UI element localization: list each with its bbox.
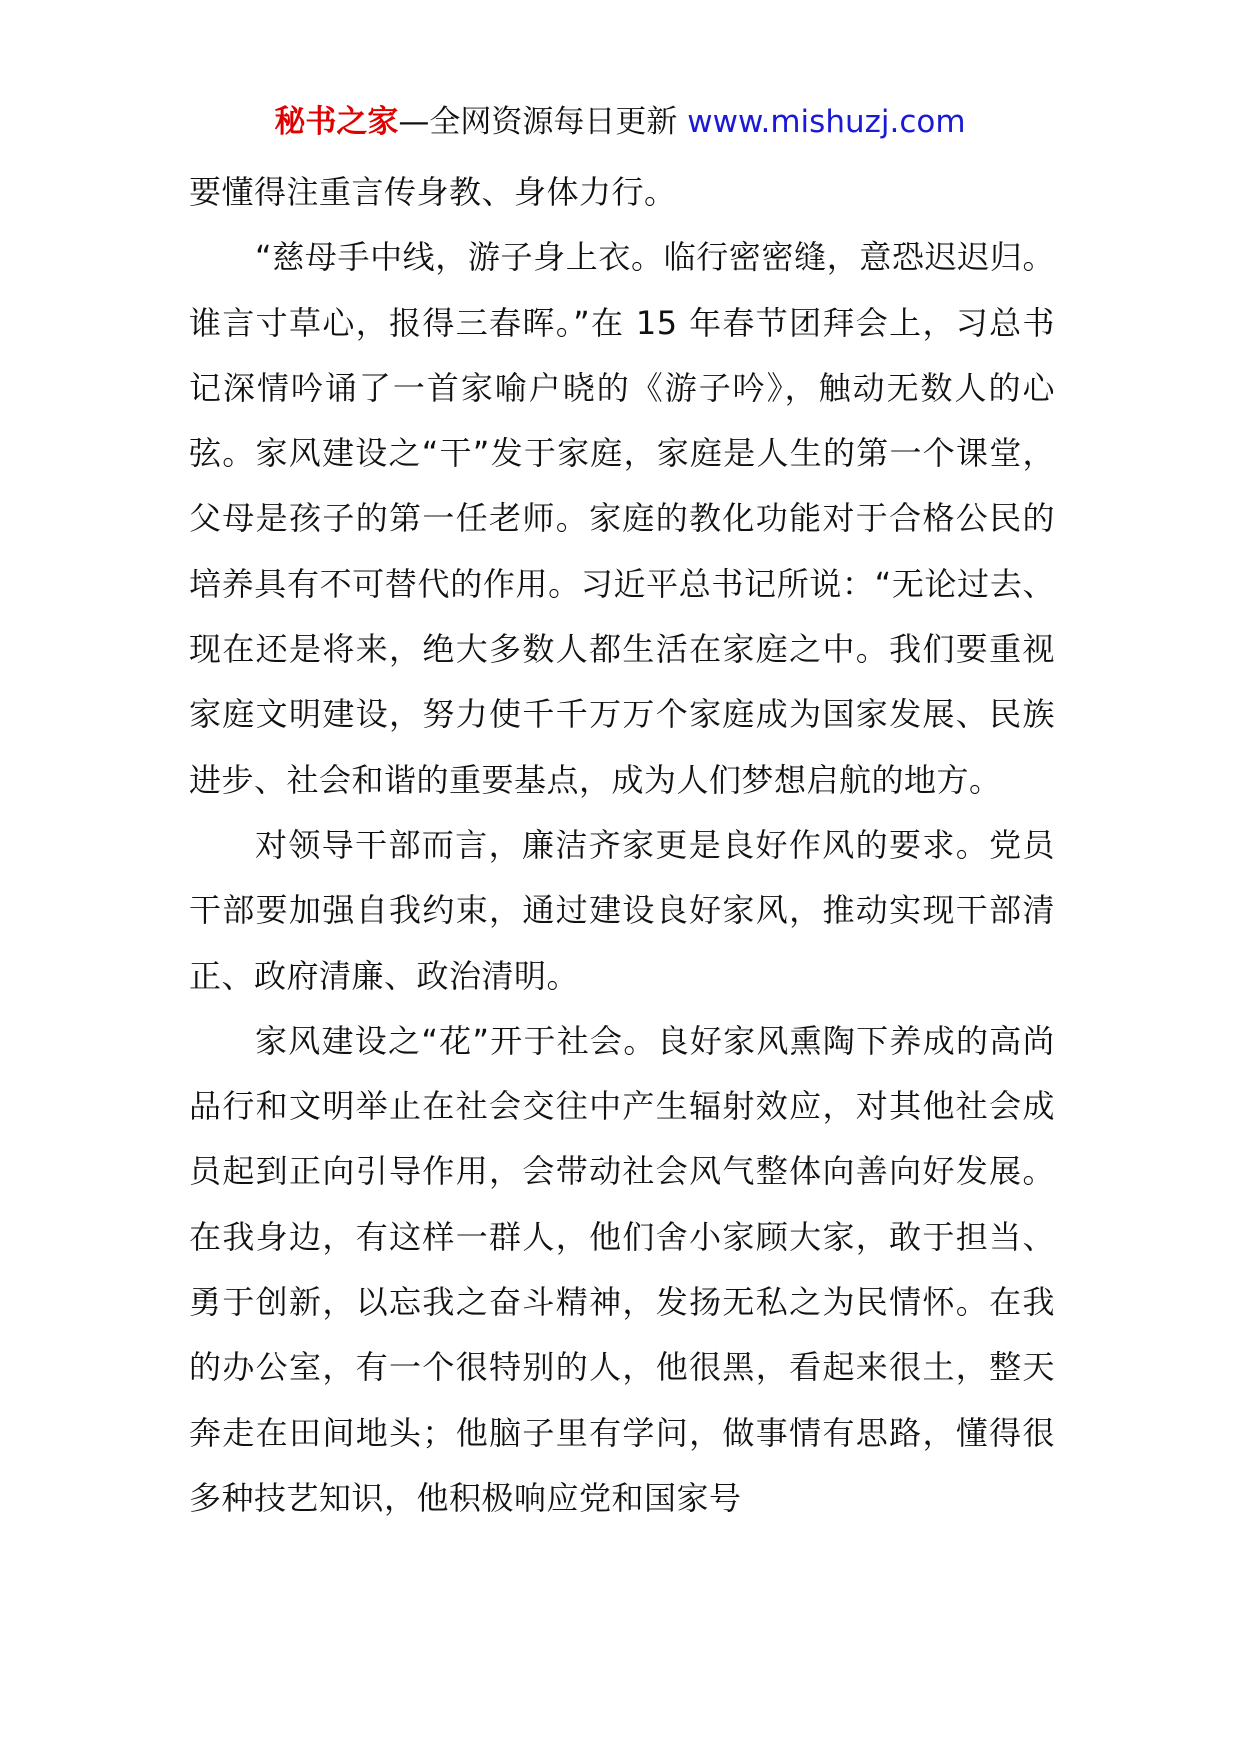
paragraph: 家风建设之“花”开于社会。良好家风熏陶下养成的高尚品行和文明举止在社会交往中产生辐射效应，对其他社会成员起到正向引导作用，会带动社会风气整体向善向好发展。在我身边，有这样一群人，他们舍小家顾大家，敢于担当、勇于创新，以忘我之奋斗精神，发扬无私之为民情怀。在我的办公室，有一个很特别的人，他很黑，看起来很土，整天奔走在田间地头；他脑子里有学问，做事情有思路，懂得很多种技艺知识，他积极响应党和国家号 bbox=[189, 1021, 1055, 1517]
paragraph: “慈母手中线，游子身上衣。临行密密缝，意恐迟迟归。谁言寸草心，报得三春晖。”在 15 年春节团拜会上，习总书记深情吟诵了一首家喻户晓的《游子吟》，触动无数人的心弦。家风建设之“干”发于家庭，家庭是人生的第一个课堂，父母是孩子的第一任老师。家庭的教化功能对于合格公民的培养具有不可替代的作用。习近平总书记所说：“无论过去、现在还是将来，绝大多数人都生活在家庭之中。我们要重视家庭文明建设，努力使千千万万个家庭成为国家发展、民族进步、社会和谐的重要基点，成为人们梦想启航的地方。 bbox=[189, 238, 1055, 799]
document-body bbox=[189, 160, 1055, 1531]
website-url[interactable]: www.mishuzj.com bbox=[687, 104, 966, 140]
page-header bbox=[0, 100, 1240, 144]
paragraph: 对领导干部而言，廉洁齐家更是良好作风的要求。党员干部要加强自我约束，通过建设良好家风，推动实现干部清正、政府清廉、政治清明。 bbox=[189, 825, 1055, 995]
brand-name: 秘书之家 bbox=[274, 104, 399, 140]
paragraph-continuation: 要懂得注重言传身教、身体力行。 bbox=[189, 173, 677, 211]
header-tagline: —全网资源每日更新 bbox=[398, 104, 688, 140]
